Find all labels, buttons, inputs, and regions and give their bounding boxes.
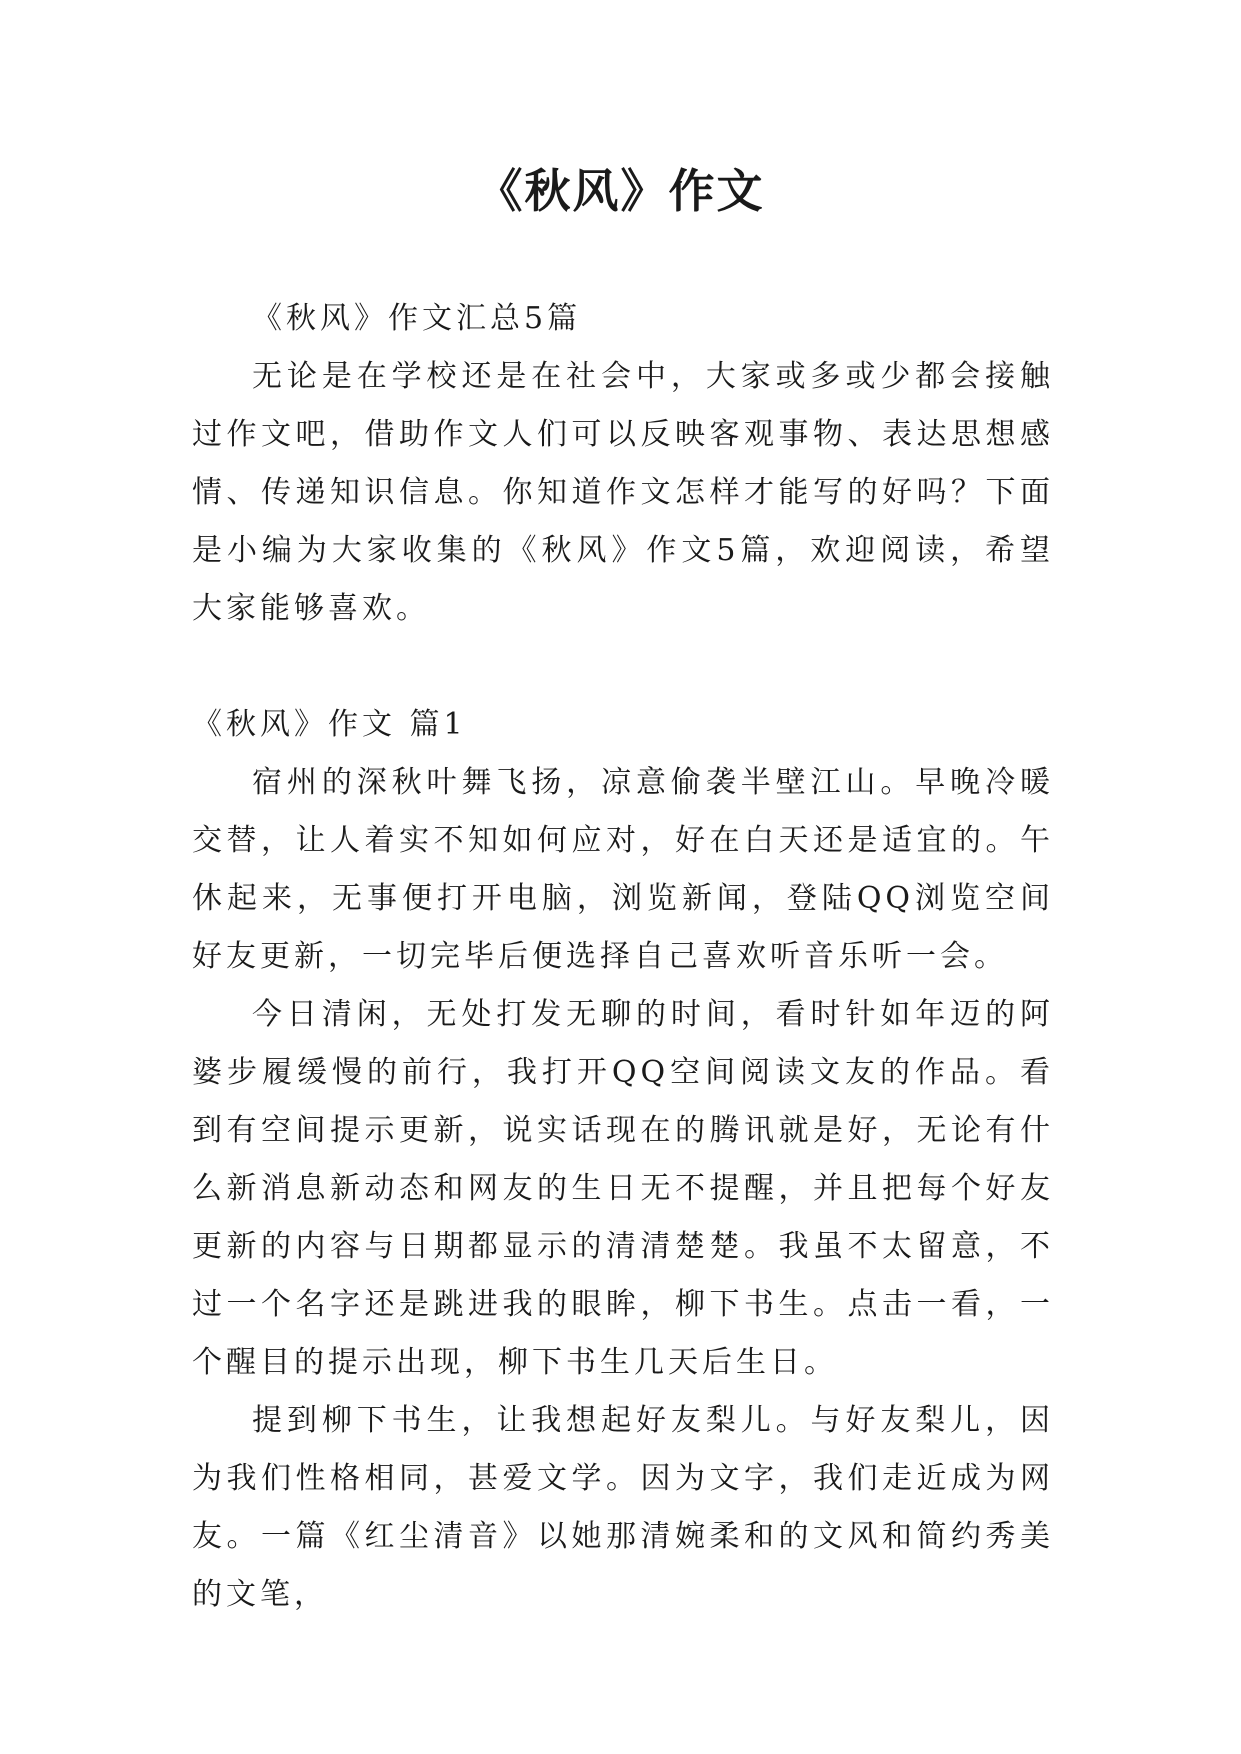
document-subtitle: 《秋风》作文汇总5篇 xyxy=(252,301,582,336)
section-paragraph-2: 今日清闲，无处打发无聊的时间，看时针如年迈的阿婆步履缓慢的前行，我打开QQ空间阅读文友的作品。看到有空间提示更新，说实话现在的腾讯就是好，无论有什么新消息新动态和网友的生日无不提醒，并且把每个好友更新的内容与日期都显示的清清楚楚。我虽不太留意，不过一个名字还是跳进我的眼眸，柳下书生。点击一看，一个醒目的提示出现，柳下书生几天后生日。 xyxy=(192,997,1054,1380)
document-body xyxy=(192,290,1054,1624)
section-heading: 《秋风》作文 篇1 xyxy=(192,707,467,742)
document-title: 《秋风》作文 xyxy=(476,164,765,218)
section-paragraph-3: 提到柳下书生，让我想起好友梨儿。与好友梨儿，因为我们性格相同，甚爱文学。因为文字，我们走近成为网友。一篇《红尘清音》以她那清婉柔和的文风和简约秀美的文笔， xyxy=(192,1403,1054,1612)
section-paragraph-1: 宿州的深秋叶舞飞扬，凉意偷袭半壁江山。早晚冷暖交替，让人着实不知如何应对，好在白天还是适宜的。午休起来，无事便打开电脑，浏览新闻，登陆QQ浏览空间好友更新，一切完毕后便选择自己喜欢听音乐听一会。 xyxy=(192,765,1054,974)
intro-paragraph: 无论是在学校还是在社会中，大家或多或少都会接触过作文吧，借助作文人们可以反映客观事物、表达思想感情、传递知识信息。你知道作文怎样才能写的好吗？下面是小编为大家收集的《秋风》作文5篇，欢迎阅读，希望大家能够喜欢。 xyxy=(192,359,1054,626)
